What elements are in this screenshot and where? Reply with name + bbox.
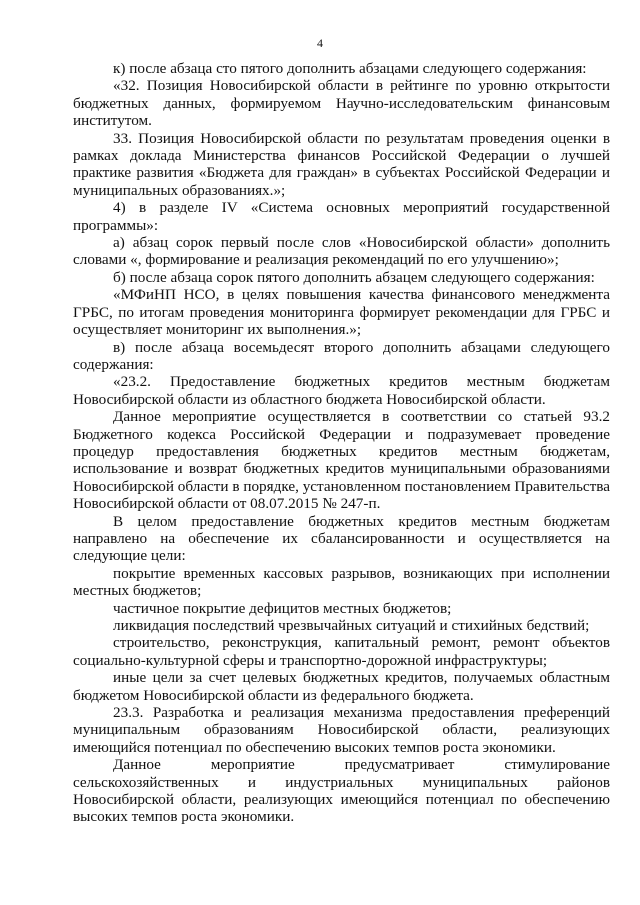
- paragraph: «МФиНП НСО, в целях повышения качества финансового менеджмента ГРБС, по итогам проведения мониторинга формирует рекомендации для ГРБС и осуществляет мониторинг их выполнения.»;: [73, 286, 610, 339]
- paragraph: покрытие временных кассовых разрывов, возникающих при исполнении местных бюджетов;: [73, 564, 610, 600]
- paragraph: Данное мероприятие осуществляется в соответствии со статьей 93.2 Бюджетного кодекса Российской Федерации и подразумевает проведение процедур предоставления бюджетных кредитов местным бюджетам, использование и возврат бюджетных кредитов муниципальными образованиями Новосибирской области в порядке, установленном постановлением Правительства Новосибирской области от 08.07.2015 № 247-п.: [73, 408, 610, 513]
- paragraph: 4) в разделе IV «Система основных мероприятий государственной программы»:: [73, 199, 610, 234]
- paragraph: 33. Позиция Новосибирской области по результатам проведения оценки в рамках доклада Министерства финансов Российской Федерации о лучшей практике развития «Бюджета для граждан» в субъектах Российской Федерации и муниципальных образованиях.»;: [73, 129, 610, 199]
- paragraph: к) после абзаца сто пятого дополнить абзацами следующего содержания:: [113, 60, 587, 77]
- paragraph: строительство, реконструкция, капитальный ремонт, ремонт объектов социально-культурной сферы и транспортно-дорожной инфраструктуры;: [73, 634, 610, 669]
- page-number: 4: [317, 36, 323, 50]
- paragraph: 23.3. Разработка и реализация механизма предоставления преференций муниципальным образованиям Новосибирской области, реализующих имеющийся потенциал по обеспечению высоких темпов роста экономики.: [73, 704, 610, 756]
- paragraph: В целом предоставление бюджетных кредитов местным бюджетам направлено на обеспечение их сбалансированности и осуществляется на следующие цели:: [73, 512, 610, 565]
- paragraph: в) после абзаца восемьдесят второго дополнить абзацами следующего содержания:: [73, 338, 610, 373]
- paragraph: частичное покрытие дефицитов местных бюджетов;: [113, 599, 452, 617]
- paragraph: «32. Позиция Новосибирской области в рейтинге по уровню открытости бюджетных данных, формируемом Научно-исследовательским финансовым институтом.: [73, 77, 610, 130]
- paragraph: Данное мероприятие предусматривает стимулирование сельскохозяйственных и индустриальных муниципальных районов Новосибирской области, реализующих имеющийся потенциал по обеспечению высоких темпов роста экономики.: [73, 756, 610, 826]
- paragraph: б) после абзаца сорок пятого дополнить абзацем следующего содержания:: [113, 268, 595, 286]
- paragraph: иные цели за счет целевых бюджетных кредитов, получаемых областным бюджетом Новосибирской области из федерального бюджета.: [73, 669, 610, 704]
- paragraph: а) абзац сорок первый после слов «Новосибирской области» дополнить словами «, формирование и реализация рекомендаций по его улучшению»;: [73, 234, 610, 269]
- paragraph: ликвидация последствий чрезвычайных ситуаций и стихийных бедствий;: [113, 617, 590, 634]
- paragraph: «23.2. Предоставление бюджетных кредитов местным бюджетам Новосибирской области из областного бюджета Новосибирской области.: [73, 373, 610, 408]
- document-body: [73, 60, 610, 826]
